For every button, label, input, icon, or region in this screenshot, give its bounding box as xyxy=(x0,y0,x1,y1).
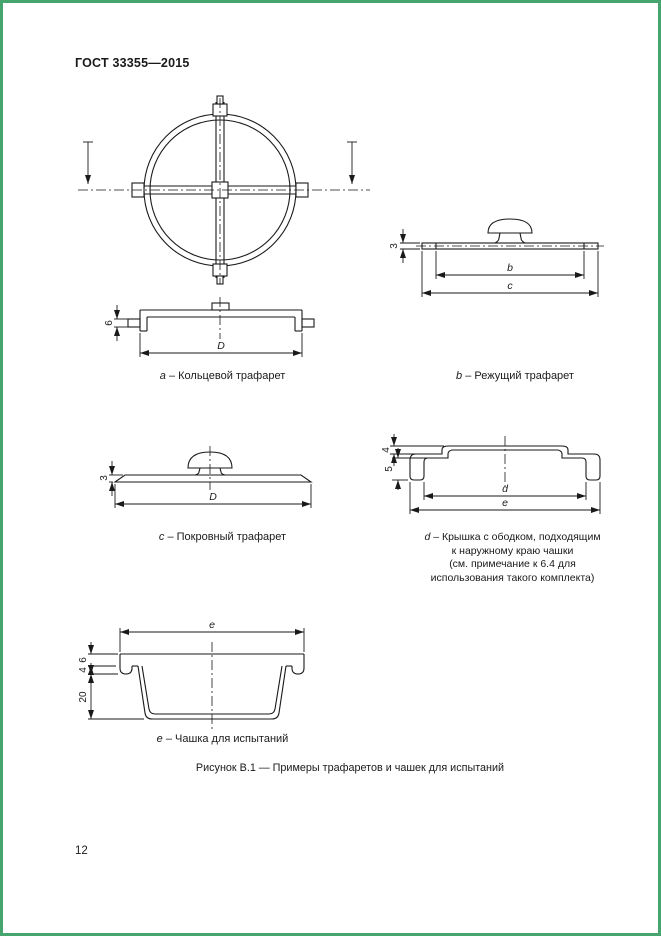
figure-c-label xyxy=(120,531,325,543)
figure-d-label xyxy=(400,531,625,585)
page-number: 12 xyxy=(75,845,88,857)
figure-a-letter: a xyxy=(159,370,166,382)
cutting-stencil-outline xyxy=(422,219,598,249)
figure-a-title: Кольцевой трафарет xyxy=(178,370,286,382)
figure-a-sep: – xyxy=(168,370,176,382)
dim-cup-flange: 6 xyxy=(78,657,89,663)
figure-d-title: Крышка с ободком, подходящим xyxy=(441,531,601,543)
dim-cutting-outer: c xyxy=(507,280,513,292)
figure-caption: Рисунок В.1 — Примеры трафаретов и чашек для испытаний xyxy=(195,762,505,774)
figure-e-letter: e xyxy=(156,733,163,745)
cover-stencil-view xyxy=(99,446,318,518)
figure-d-label-line4: использования такого комплекта) xyxy=(430,571,595,584)
figure-c-sep: – xyxy=(167,531,174,543)
figure-d-label-line3: (см. примечание к 6.4 для xyxy=(449,558,576,570)
dim-lid-rim: 5 xyxy=(384,466,395,472)
figure-d-label-line1 xyxy=(400,531,625,545)
ring-stencil-section-view xyxy=(104,297,323,372)
dim-lid-outer: e xyxy=(502,497,508,509)
dim-lid-step: 4 xyxy=(381,447,392,453)
dim-ring-thickness: 6 xyxy=(104,320,115,326)
figure-b-label xyxy=(410,370,620,382)
dim-cup-depth: 20 xyxy=(78,691,89,703)
dim-cup-hook: 4 xyxy=(78,667,89,673)
dim-cutting-thickness: 3 xyxy=(389,243,400,249)
cover-stencil-outline xyxy=(115,452,311,482)
figure-d-letter: d xyxy=(424,531,431,543)
figure-b-letter: b xyxy=(456,370,463,382)
dim-cover-thickness: 3 xyxy=(99,475,110,481)
dim-cutting-inner: b xyxy=(507,262,513,274)
figure-b-sep: – xyxy=(465,370,472,382)
ring-stencil-section-outline xyxy=(128,303,314,331)
figure-e-sep: – xyxy=(165,733,172,745)
dim-ring-diameter: D xyxy=(217,340,225,352)
figure-e-title: Чашка для испытаний xyxy=(175,733,289,745)
figure-d-label-line2: к наружному краю чашки xyxy=(451,544,574,557)
dimension-lines xyxy=(88,628,304,719)
figure-c-letter: c xyxy=(158,531,165,543)
dim-lid-inner: d xyxy=(502,483,508,495)
cutting-stencil-view xyxy=(389,213,620,313)
test-cup-view xyxy=(80,618,328,736)
standard-number: ГОСТ 33355—2015 xyxy=(75,56,190,70)
ring-stencil-top-view xyxy=(78,96,370,296)
figure-a-label xyxy=(120,370,325,382)
figure-e-label xyxy=(120,733,325,745)
figure-d-sep: – xyxy=(433,531,440,543)
rimmed-lid-view xyxy=(381,428,624,528)
dim-cover-diameter: D xyxy=(209,491,217,503)
figure-c-title: Покровный трафарет xyxy=(176,531,287,543)
figure-b-title: Режущий трафарет xyxy=(474,370,574,382)
dim-cup-width: e xyxy=(209,619,215,631)
